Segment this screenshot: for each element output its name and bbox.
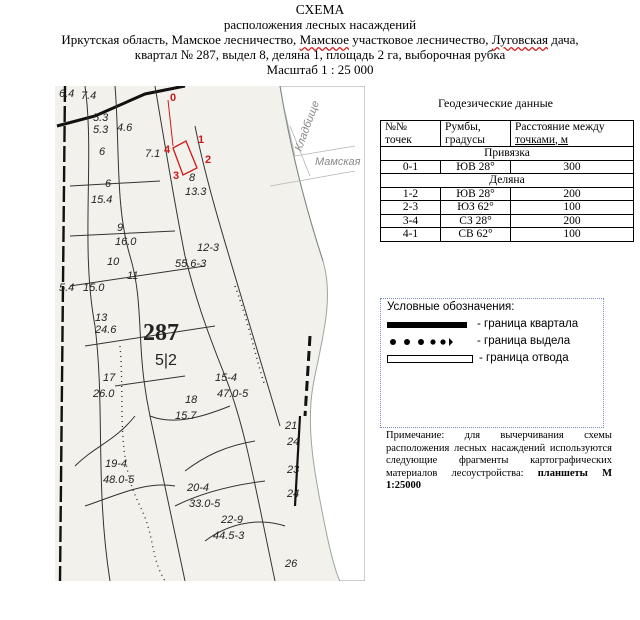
map-label: 26.0 xyxy=(93,388,115,400)
map-label: 48.0-5 xyxy=(103,474,135,486)
cell-distance: 100 xyxy=(511,201,634,215)
legend-item-division xyxy=(387,336,599,348)
doc-subtitle: расположения лесных насаждений xyxy=(223,17,417,32)
map-label: 6 xyxy=(99,146,106,158)
cell-rumb: ЮЗ 62° xyxy=(441,201,511,215)
map-label: 15.4 xyxy=(91,194,113,206)
quarter-sub: 5|2 xyxy=(155,352,177,369)
forest-map xyxy=(55,86,365,581)
map-label: 7.4 xyxy=(81,90,97,102)
section-binding: Привязка xyxy=(381,147,634,161)
location-part: Луговская xyxy=(491,32,548,47)
cell-distance: 100 xyxy=(511,228,634,242)
point-2-label: 2 xyxy=(205,154,212,166)
map-label: 33.0-5 xyxy=(189,498,221,510)
map-label: 24.6 xyxy=(95,324,117,336)
map-label: 44.5-3 xyxy=(213,530,245,542)
map-label: 15.0 xyxy=(83,282,105,294)
map-label: 5.3 xyxy=(93,112,109,124)
cell-rumb: СЗ 28° xyxy=(441,214,511,228)
map-label: 4.6 xyxy=(117,122,133,134)
map-label: Мамская xyxy=(315,156,361,168)
map-label: 12-3 xyxy=(197,242,220,254)
map-label: 24 xyxy=(287,436,300,448)
point-0-label: 0 xyxy=(170,92,177,104)
thick-line-icon xyxy=(387,319,471,331)
col-rumb-header: Румбы, градусы xyxy=(441,121,511,147)
map-label: 17 xyxy=(103,372,116,384)
map-label: 22-9 xyxy=(221,514,244,526)
location-part: дача, xyxy=(547,32,579,47)
cell-points: 1-2 xyxy=(381,187,441,201)
cell-points: 3-4 xyxy=(381,214,441,228)
cell-rumb: ЮВ 28° xyxy=(441,160,511,174)
map-label: 19-4 xyxy=(105,458,128,470)
cell-rumb: ЮВ 28° xyxy=(441,187,511,201)
location-part: участковое лесничество, xyxy=(348,32,492,47)
map-label: 21 xyxy=(285,420,298,432)
map-label: 15.7 xyxy=(175,410,197,422)
point-4-label: 4 xyxy=(164,144,171,156)
map-label: 13 xyxy=(95,312,108,324)
doc-title: СХЕМА xyxy=(295,2,345,17)
legend-label: - граница квартала xyxy=(477,318,579,330)
map-label: 10 xyxy=(107,256,120,268)
doc-scale-line: Масштаб 1 : 25 000 xyxy=(266,62,374,77)
map-label: 23 xyxy=(287,464,300,476)
map-label: 55.6-3 xyxy=(175,258,207,270)
hollow-line-icon xyxy=(387,353,477,365)
map-label: 5.4 xyxy=(59,282,75,294)
doc-location-line xyxy=(0,32,640,47)
map-label: 11 xyxy=(127,270,139,282)
cell-distance: 300 xyxy=(511,160,634,174)
section-plot: Деляна xyxy=(381,174,634,188)
col-distance-header xyxy=(511,121,634,147)
map-label: 9 xyxy=(117,222,124,234)
map-label: 6.4 xyxy=(59,88,75,100)
note-text xyxy=(386,430,612,493)
cell-points: 0-1 xyxy=(381,160,441,174)
map-label: 20-4 xyxy=(187,482,210,494)
table-row xyxy=(381,228,634,242)
legend-title: Условные обозначения: xyxy=(387,301,515,313)
cell-distance: 200 xyxy=(511,214,634,228)
document-header xyxy=(0,2,640,77)
legend-label: - граница отвода xyxy=(479,352,569,364)
legend-item-quarter xyxy=(387,319,599,331)
cell-rumb: СВ 62° xyxy=(441,228,511,242)
distance-header-unit: точками, м xyxy=(515,133,569,146)
point-3-label: 3 xyxy=(173,170,180,182)
map-label: 26 xyxy=(285,558,298,570)
cell-distance: 200 xyxy=(511,187,634,201)
doc-plot-line: квартал № 287, выдел 8, деляна 1, площадь 2 га, выборочная рубка xyxy=(134,47,506,62)
map-label: 18 xyxy=(185,394,198,406)
point-1-label: 1 xyxy=(198,134,205,146)
map-label: 8 xyxy=(189,172,196,184)
geodetic-table xyxy=(380,120,634,242)
note-body: Примечание: для вычерчивания схемы расположения лесных насаждений используются следующие фрагменты картографических материалов лесоустройства: xyxy=(386,430,612,479)
table-row xyxy=(381,214,634,228)
map-label: 13.3 xyxy=(185,186,207,198)
cell-points: 2-3 xyxy=(381,201,441,215)
legend-box xyxy=(380,298,604,428)
note-bold: планшеты М 1:25000 xyxy=(386,467,612,491)
map-label: 7.1 xyxy=(145,148,161,160)
map-label: 24 xyxy=(287,488,300,500)
map-label: 16.0 xyxy=(115,236,137,248)
map-label: 15-4 xyxy=(215,372,238,384)
geo-title: Геодезические данные xyxy=(438,96,553,110)
col-points-header: №№ точек xyxy=(381,121,441,147)
location-part: Мамское xyxy=(299,32,349,47)
map-label: Кладбище xyxy=(292,99,322,153)
map-label: 6 xyxy=(105,178,112,190)
dotted-line-icon xyxy=(387,336,471,348)
legend-item-allotment xyxy=(387,353,599,365)
distance-header-text: Расстояние между xyxy=(515,121,605,133)
table-row xyxy=(381,201,634,215)
map-label: 47.0-5 xyxy=(217,388,249,400)
table-header-row xyxy=(381,121,634,147)
quarter-number: 287 xyxy=(143,320,179,346)
table-row xyxy=(381,160,634,174)
location-part: Иркутская область, Мамское лесничество, xyxy=(61,32,300,47)
map-label: 5.3 xyxy=(93,124,109,136)
cell-points: 4-1 xyxy=(381,228,441,242)
table-row xyxy=(381,187,634,201)
legend-label: - граница выдела xyxy=(477,335,571,347)
